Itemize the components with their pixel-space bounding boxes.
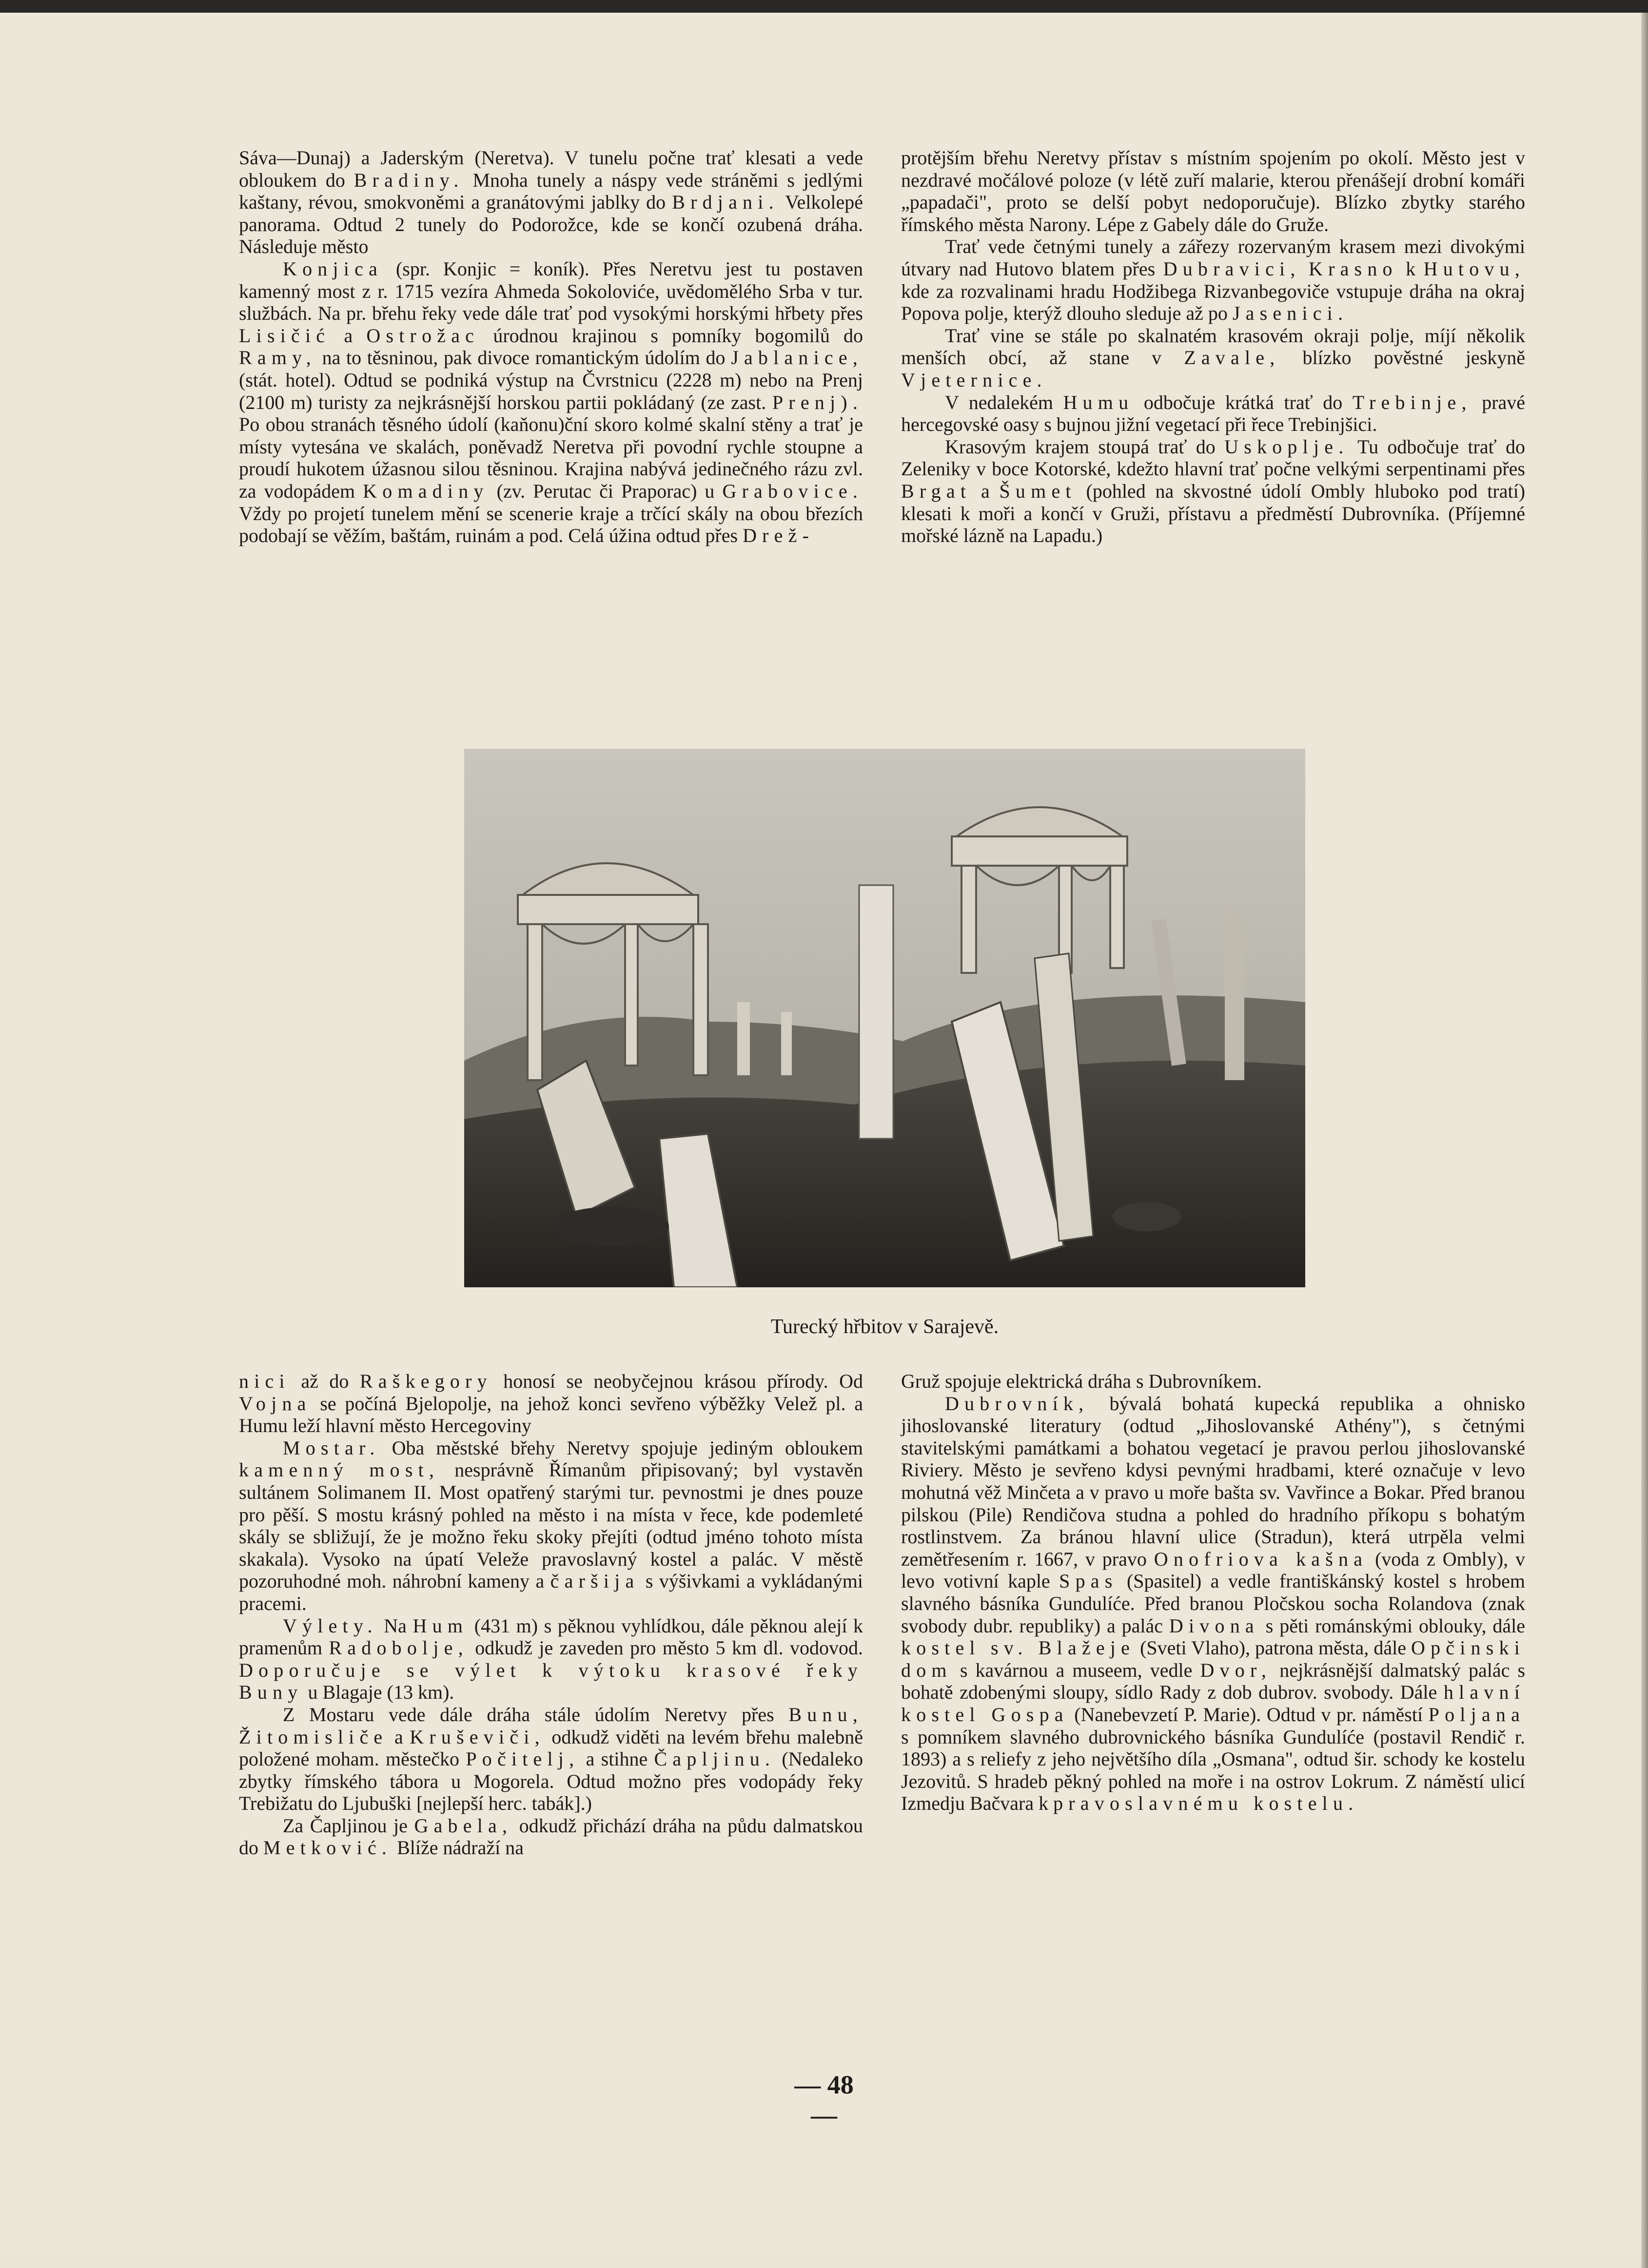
paragraph: Z Mostaru vede dále dráha stále údolím Neretvy přes Bunu, Žitomisliče a Kruševiči, odkudž viděti na levém břehu malebně položené moham. městečko Počitelj, a stihne Čapljinu. (Nedaleko zbytky římského tábora u Mogorela. Odtud možno přes vodopády řeky Trebižatu do Ljubuški [nejlepší herc. tabák].)	[239, 1703, 863, 1815]
cemetery-photo	[464, 749, 1305, 1287]
paragraph: V nedalekém Humu odbočuje krátká trať do Trebinje, pravé hercegovské oasy s bujnou jižní vegetací při řece Trebinjšici.	[901, 391, 1526, 436]
paragraph: Dubrovník, bývalá bohatá kupecká republika a ohnisko jihoslovanské literatury (odtud „Jihoslovanské Athény"), s četnými stavitelskými památkami a bohatou vegetací je pravou perlou jihoslovanské Riviery. Město je sevřeno kdysi pevnými hradbami, které označuje v levo mohutná věž Minčeta a v pravo u moře bašta sv. Vavřince a Bokar. Před branou pilskou (Pile) Rendičova studna a pohled do hradního příkopu s bohatým rostlinstvem. Za bránou hlavní ulice (Stradun), která utrpěla velmi zemětřesením r. 1667, v pravo Onofriova kašna (voda z Ombly), v levo votivní kaple Spas (Spasitel) a vedle františkánský kostel s hrobem slavného básníka Gundulíće. Před branou Pločskou socha Rolandova (znak svobody dubr. republiky) a palác Divona s pěti románskými oblouky, dále kostel sv. Blažeje (Sveti Vlaho), patrona města, dále Opčinski dom s kavárnou a museem, vedle Dvor, nejkrásnější dalmatský palác s bohatě zdobenými sloupy, sídlo Rady z dob dubrov. svobody. Dále hlavní kostel Gospa (Nanebevzetí P. Marie). Odtud v pr. náměstí Poljana s pomníkem slavného dubrovnického básníka Gundulíće (postavil Rendič r. 1893) a s reliefy z jeho největšího díla „Osmana", odtud šir. schody ke kostelu Jezovitů. S hradeb pěkný pohled na moře i na ostrov Lokrum. Z náměstí ulicí Izmedju Bačvara k pravoslavnému kostelu.	[901, 1392, 1526, 1815]
text-column-bottom-right	[901, 1370, 1525, 1815]
text-column-bottom-left	[239, 1370, 863, 1859]
photo-caption: Turecký hřbitov v Sarajevě.	[770, 1316, 999, 1338]
page-edge	[1641, 13, 1648, 2268]
cemetery-photo-image	[464, 749, 1305, 1287]
paragraph: Trať vede četnými tunely a zářezy rozervaným krasem mezi divokými útvary nad Hutovo blatem přes Dubravici, Krasno k Hutovu, kde za rozvalinami hradu Hodžibega Rizvanbegoviče vstupuje dráha na okraj Popova polje, kterýž dlouho sleduje až po Jasenici.	[901, 235, 1526, 325]
paragraph: protějším břehu Neretvy přístav s místním spojením po okolí. Město jest v nezdravé močálové poloze (v létě zuří malarie, kterou přenášejí drobní komáři „papadači", proto se delší pobyt nedoporučuje). Blízko zbytky starého římského města Narony. Lépe z Gabely dále do Gruže.	[901, 147, 1525, 235]
page-number: — 48 —	[794, 2070, 854, 2130]
text-column-top-left	[239, 147, 863, 547]
paragraph: Sáva—Dunaj) a Jaderským (Neretva). V tunelu počne trať klesati a vede obloukem do Bradiny. Mnoha tunely a náspy vede stráněmi s jedlými kaštany, révou, smokvoněmi a granátovými jablky do Brdjani. Velkolepé panorama. Odtud 2 tunely do Podorožce, kde se končí ozubená dráha. Následuje město	[239, 147, 863, 258]
paragraph: Trať vine se stále po skalnatém krasovém okraji polje, míjí několik menších obcí, až stane v Zavale, blízko pověstné jeskyně Vjeternice.	[901, 324, 1526, 391]
paragraph: Konjica (spr. Konjic = koník). Přes Neretvu jest tu postaven kamenný most z r. 1715 vezíra Ahmeda Sokoloviće, uvědomělého Srba v tur. službách. Na pr. břehu řeky vede dále trať pod vysokými horskými hřbety přes Lisičić a Ostrožac úrodnou krajinou s pomníky bogomilů do Ramy, na to těsninou, pak divoce romantickým údolím do Jablanice, (stát. hotel). Odtud se podniká výstup na Čvrstnicu (2228 m) nebo na Prenj (2100 m) turisty za nejkrásnější horskou partii pokládaný (ze zast. Prenj). Po obou stranách těsného údolí (kaňonu)ční skoro kolmé skalní stěny a trať je místy vytesána ve skalách, poněvadž Neretva při povodní rychle stoupne a proudí hukotem úžasnou silou těsninou. Krajina nabývá jedinečného rázu zvl. za vodopádem Komadiny (zv. Perutac či Praporac) u Grabovice. Vždy po projetí tunelem mění se scenerie kraje a trčící skály na obou březích podobají se věžím, baštám, ruinám a pod. Celá úžina odtud přes Drež-	[239, 257, 863, 547]
text-column-top-right	[901, 147, 1525, 547]
paragraph: Za Čapljinou je Gabela, odkudž přichází dráha na půdu dalmatskou do Metković. Blíže nádraží na	[239, 1814, 863, 1859]
paragraph: Gruž spojuje elektrická dráha s Dubrovníkem.	[901, 1370, 1262, 1392]
paragraph: Mostar. Oba městské břehy Neretvy spojuje jediným obloukem kamenný most, nesprávně Římanům připisovaný; byl vystavěn sultánem Solimanem II. Most opatřený starými tur. pevnostmi je dnes pouze pro pěší. S mostu krásný pohled na město i na místa v řece, kde podemleté skály se sbližují, že je možno řeku skoky přejíti (odtud jméno tohoto místa skakala). Vysoko na úpatí Veleže pravoslavný kostel a palác. V městě pozoruhodné moh. náhrobní kameny a čaršija s výšivkami a vykládanými pracemi.	[239, 1436, 863, 1614]
paragraph: Výlety. Na Hum (431 m) s pěknou vyhlídkou, dále pěknou alejí k pramenům Radobolje, odkudž je zaveden pro město 5 km dl. vodovod. Doporučuje se výlet k výtoku krasové řeky Buny u Blagaje (13 km).	[239, 1614, 863, 1704]
paragraph: nici až do Raškegory honosí se neobyčejnou krásou přírody. Od Vojna se počíná Bjelopolje, na jehož konci sevřeno výběžky Velež pl. a Humu leží hlavní město Hercegoviny	[239, 1370, 863, 1437]
paragraph: Krasovým krajem stoupá trať do Uskoplje. Tu odbočuje trať do Zeleniky v boce Kotorské, kdežto hlavní trať počne velkými serpentinami přes Brgat a Šumet (pohled na skvostné údolí Ombly hluboko pod tratí) klesati k moři a končí v Gruži, přístavu a předměstí Dubrovníka. (Příjemné mořské lázně na Lapadu.)	[901, 435, 1526, 547]
